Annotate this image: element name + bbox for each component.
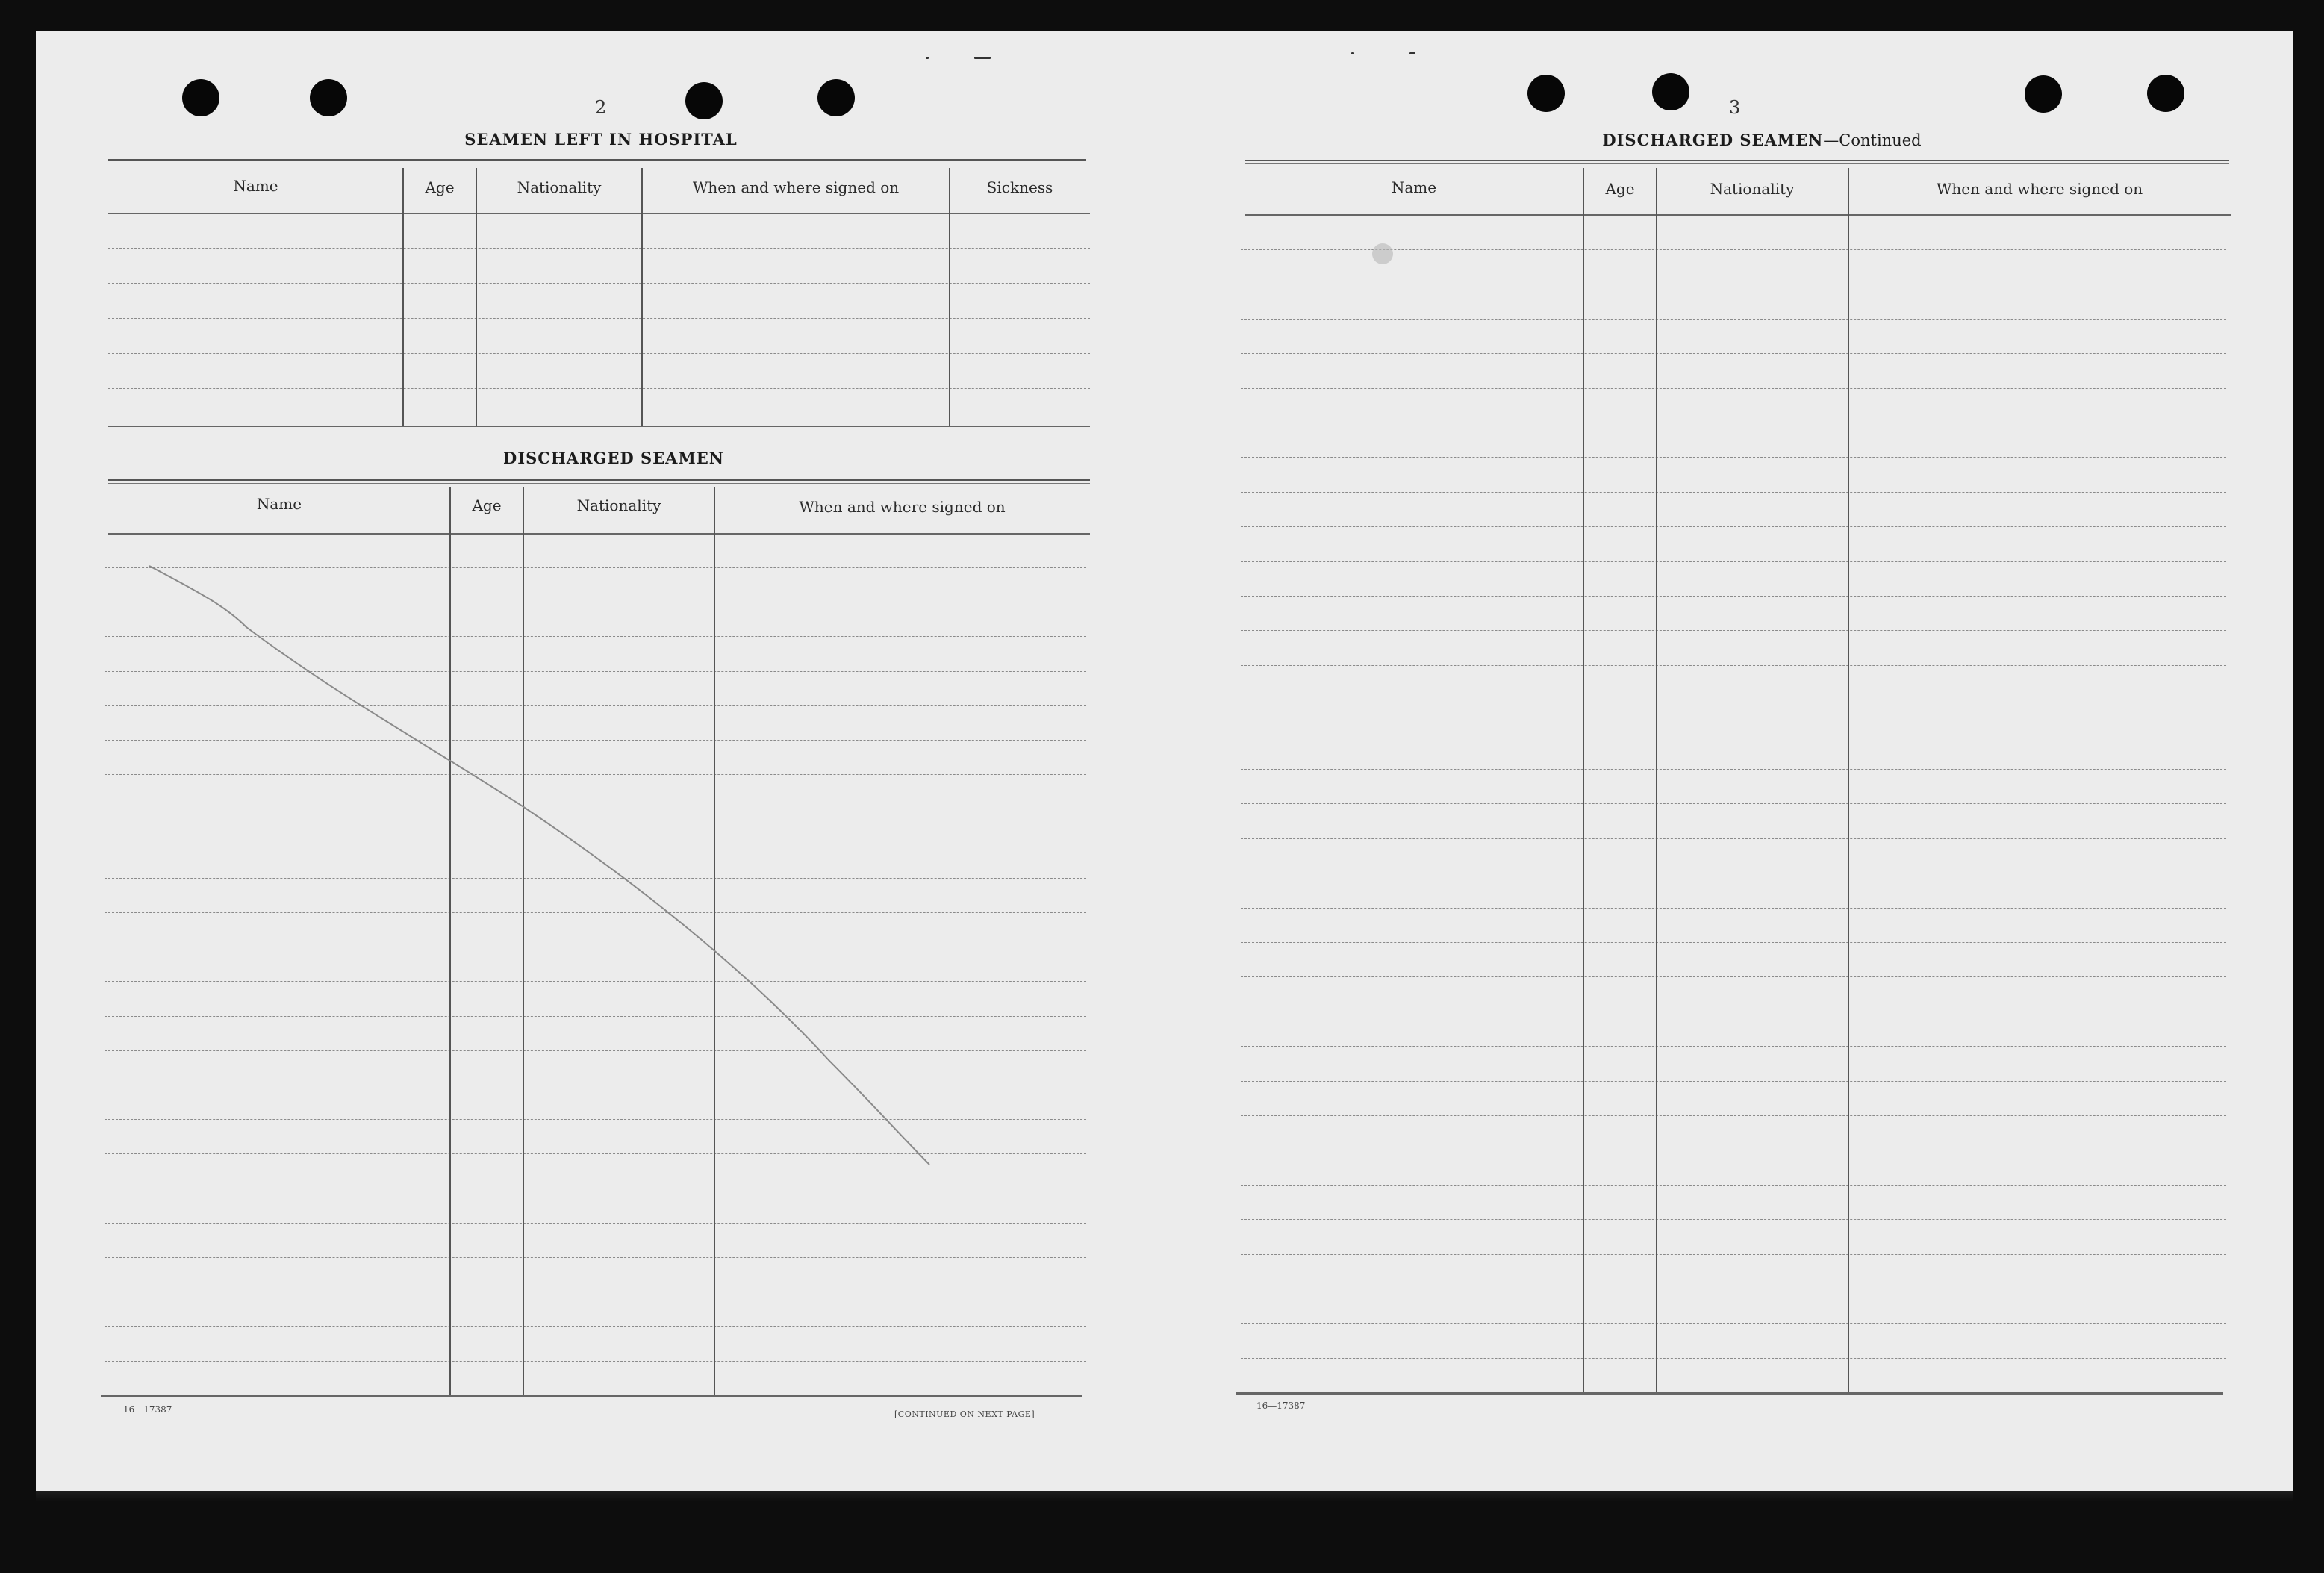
col-header-nationality: Nationality <box>517 178 602 196</box>
form-number: 16—17387 <box>123 1404 172 1415</box>
col-header-age: Age <box>472 496 502 514</box>
col-header-signed-on: When and where signed on <box>692 178 900 196</box>
col-header-nationality: Nationality <box>1710 180 1795 198</box>
col-header-age: Age <box>1605 180 1635 198</box>
col-header-signed-on: When and where signed on <box>1936 180 2143 198</box>
col-header-name: Name <box>233 177 278 195</box>
section-title: DISCHARGED SEAMEN <box>1602 131 1824 149</box>
continued-note: [CONTINUED ON NEXT PAGE] <box>894 1410 1035 1419</box>
col-header-name: Name <box>1391 178 1437 196</box>
continued-suffix: —Continued <box>1823 131 1922 149</box>
ink-smudge <box>1372 243 1393 264</box>
col-header-signed-on: When and where signed on <box>799 498 1006 516</box>
page-number: 2 <box>595 97 607 118</box>
discharged-section-title: DISCHARGED SEAMEN <box>503 449 724 467</box>
form-number: 16—17387 <box>1256 1401 1306 1411</box>
page-number: 3 <box>1729 97 1741 118</box>
col-header-nationality: Nationality <box>576 496 661 514</box>
col-header-age: Age <box>425 178 455 196</box>
col-header-name: Name <box>256 495 302 513</box>
cancellation-stroke <box>149 566 929 1165</box>
col-header-sickness: Sickness <box>986 178 1053 196</box>
hospital-section-title: SEAMEN LEFT IN HOSPITAL <box>464 130 738 149</box>
